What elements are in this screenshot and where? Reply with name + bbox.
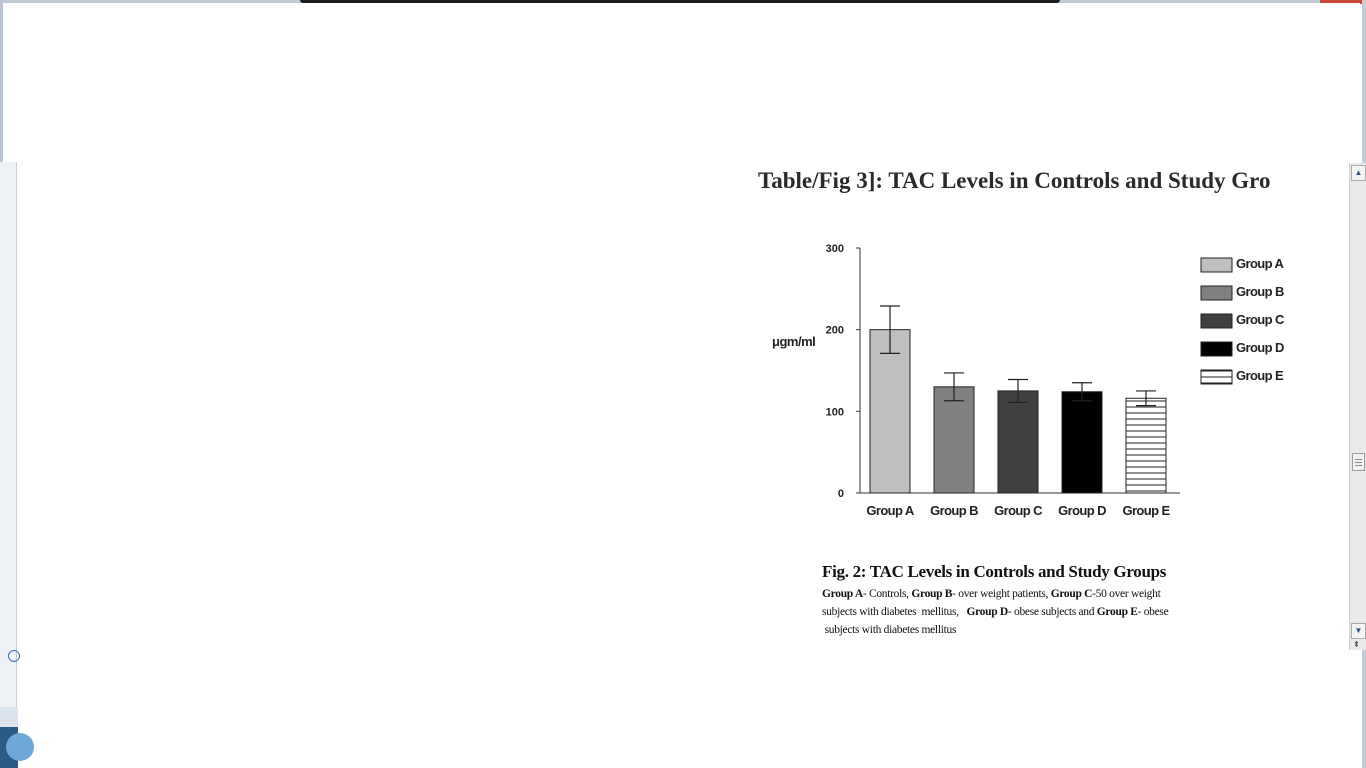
bar-group-e — [1126, 398, 1166, 493]
legend-swatch — [1201, 342, 1232, 356]
bar-group-d — [1062, 392, 1102, 493]
y-axis-label: μgm/ml — [772, 334, 816, 349]
legend-swatch — [1201, 370, 1232, 384]
y-tick-label: 0 — [837, 488, 844, 500]
background-status-bar — [0, 707, 18, 727]
scroll-down-icon[interactable]: ▼ — [1351, 623, 1366, 639]
caption-title: Fig. 2: TAC Levels in Controls and Study Groups — [822, 562, 1167, 581]
tac-bar-chart — [760, 230, 1320, 530]
x-tick-label: Group B — [930, 503, 978, 518]
vertical-scrollbar[interactable] — [1349, 163, 1366, 650]
thumb-grip-line — [1355, 459, 1362, 460]
legend-label: Group A — [1236, 256, 1284, 271]
figure-caption — [822, 562, 1272, 639]
x-tick-label: Group E — [1122, 503, 1170, 518]
taskbar — [0, 727, 18, 768]
caption-body — [822, 585, 1272, 639]
page-title: Table/Fig 3]: TAC Levels in Controls and Study Gro — [758, 168, 1271, 193]
chart-canvas — [760, 230, 1320, 530]
legend-label: Group C — [1236, 312, 1284, 327]
x-tick-label: Group C — [994, 503, 1042, 518]
background-radio-icon — [8, 650, 20, 662]
y-tick-label: 100 — [825, 406, 844, 419]
x-tick-label: Group A — [866, 503, 914, 518]
bar-group-c — [998, 391, 1038, 493]
legend-swatch — [1201, 286, 1232, 300]
y-tick-label: 200 — [825, 324, 844, 337]
caption-line: Group A- Controls, Group B- over weight patients, Group C-50 over weight — [822, 588, 1161, 600]
scroll-up-icon[interactable]: ▲ — [1351, 165, 1366, 181]
legend-label: Group D — [1236, 340, 1284, 355]
background-window — [0, 162, 17, 707]
x-tick-label: Group D — [1058, 503, 1106, 518]
scroll-end-icon[interactable]: ⇞ — [1353, 640, 1360, 649]
scroll-thumb[interactable] — [1352, 453, 1365, 471]
bar-group-b — [934, 387, 974, 493]
legend-swatch — [1201, 258, 1232, 272]
legend-label: Group B — [1236, 284, 1284, 299]
bar-group-a — [870, 330, 910, 493]
thumb-grip-line — [1355, 465, 1362, 466]
legend-swatch — [1201, 314, 1232, 328]
start-orb-icon[interactable] — [6, 733, 34, 761]
legend-label: Group E — [1236, 368, 1284, 383]
thumb-grip-line — [1355, 462, 1362, 463]
caption-line: subjects with diabetes mellitus — [822, 624, 957, 636]
caption-line: subjects with diabetes mellitus, Group D- obese subjects and Group E- obese — [822, 606, 1169, 618]
y-tick-label: 300 — [825, 243, 844, 255]
